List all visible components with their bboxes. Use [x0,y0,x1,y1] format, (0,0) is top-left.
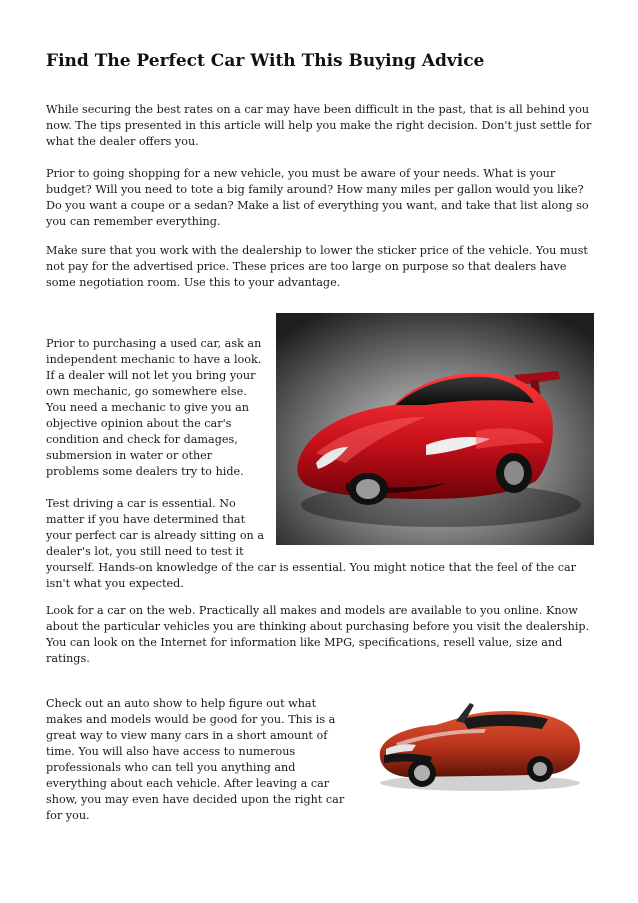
convertible-illustration [366,673,594,797]
red-convertible-image [366,673,594,797]
paragraph-research-online [46,603,594,667]
paragraph-test-drive: Test driving a car is essential. No matter if you have determined that your perfect car is already sitting on a dealer's lot, you still need to test it yourself. Hands-on knowledge of the car is essential. You might notice that the feel of the car isn't what you expected. [46,497,576,590]
paragraph-text: Make sure that you work with the dealership to lower the sticker price of the vehicle. You must not pay for the advertised price. These prices are too large on purpose so that dealers have some negotiation room. Use this to your advantage. [46,244,588,289]
paragraph-intro [46,102,594,150]
paragraph-mechanic: Prior to purchasing a used car, ask an independent mechanic to have a look. If a dealer will not let you bring your own mechanic, go somewhere else. You need a mechanic to give you an objective opinion about the car's condition and check for damages, submersion in water or other problems some dealers try to hide. [46,337,262,478]
section-auto-show [46,673,594,824]
paragraph-text: Look for a car on the web. Practically all makes and models are available to you online. Know about the particular vehicles you are thinking about purchasing before you visit the dealership. You can look on the Internet for information like MPG, specifications, resell value, size and ratings. [46,604,590,665]
sports-car-illustration [276,313,594,545]
section-mechanic-testdrive [46,313,594,592]
paragraph-needs [46,166,594,230]
paragraph-auto-show: Check out an auto show to help figure out what makes and models would be good for you. This is a great way to view many cars in a short amount of time. You will also have access to numerous professionals who can tell you anything and everything about each vehicle. After leaving a car show, you may even have decided upon the right car for you. [46,697,345,822]
paragraph-text: Prior to going shopping for a new vehicle, you must be aware of your needs. What is your budget? Will you need to tote a big family around? How many miles per gallon would you like? Do you want a coupe or a sedan? Make a list of everything you want, and take that list along so you can remember everything. [46,167,589,228]
article-title: Find The Perfect Car With This Buying Advice [46,51,485,71]
red-sports-car-image [276,313,594,545]
paragraph-negotiate [46,243,594,291]
paragraph-text: While securing the best rates on a car may have been difficult in the past, that is all behind you now. The tips presented in this article will help you make the right decision. Don't just settle for what the dealer offers you. [46,103,592,148]
